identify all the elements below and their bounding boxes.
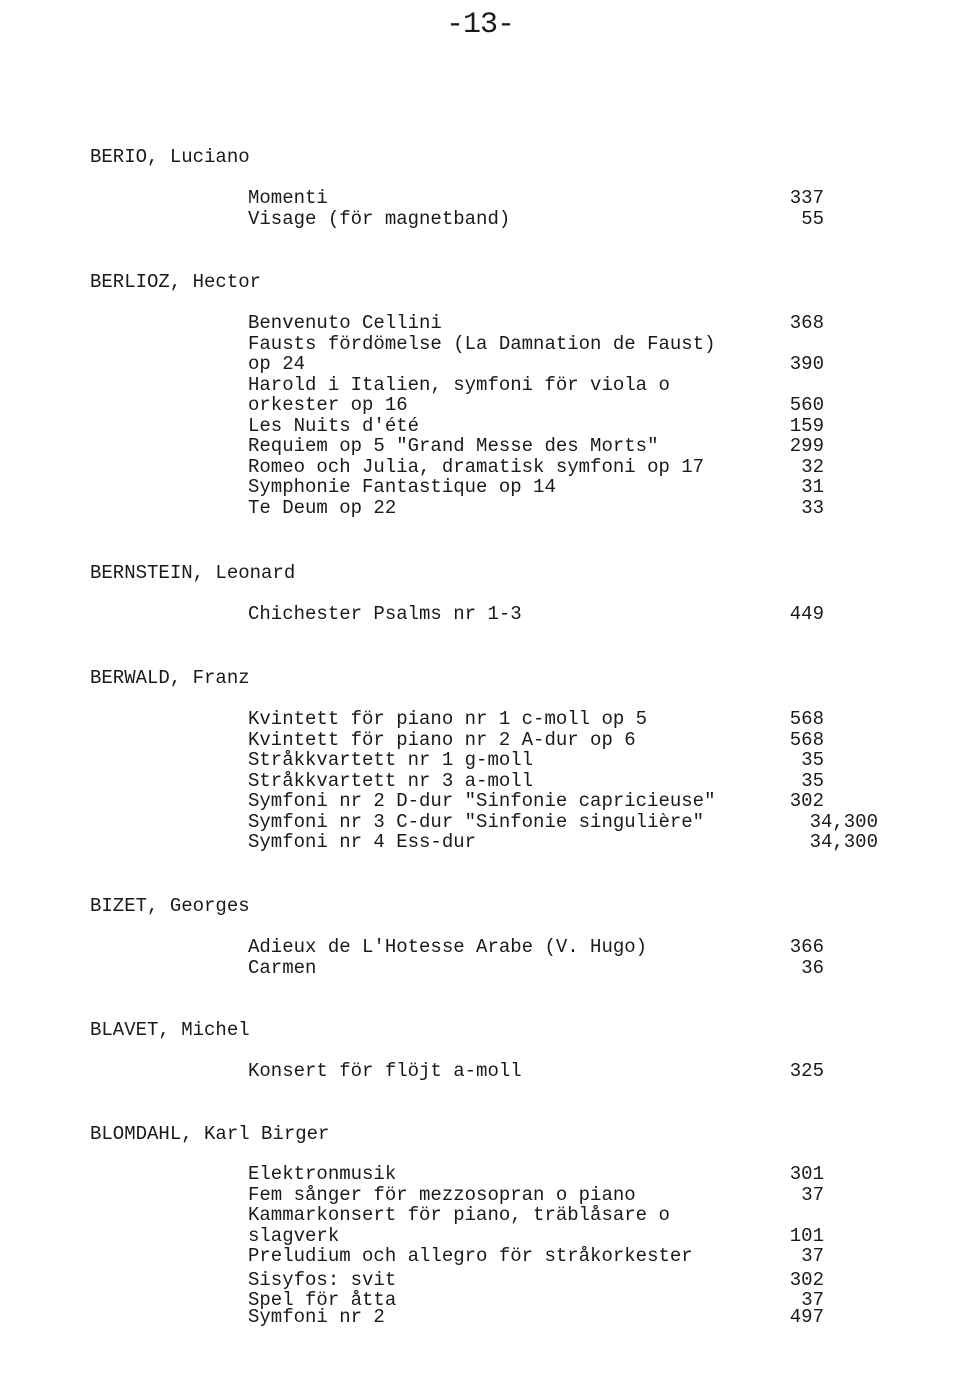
work-number: 33 <box>801 496 824 519</box>
work-list <box>248 188 888 229</box>
work-entry <box>248 937 888 958</box>
work-title: Fem sånger för mezzosopran o piano <box>248 1183 636 1206</box>
work-list <box>248 1164 888 1327</box>
composer-heading: BERNSTEIN, Leonard <box>90 562 296 584</box>
work-title: slagverk <box>248 1224 340 1247</box>
work-entry <box>248 1185 888 1206</box>
composer-heading: BERLIOZ, Hector <box>90 271 262 293</box>
work-title: Stråkkvartett nr 1 g-moll <box>248 749 534 771</box>
work-number: 32 <box>801 455 824 478</box>
work-entry <box>248 313 888 334</box>
work-entry <box>248 604 888 625</box>
work-list <box>248 313 888 518</box>
work-list <box>248 1061 888 1082</box>
work-number: 35 <box>801 769 824 792</box>
work-number: 337 <box>789 187 824 209</box>
composer-heading: BERWALD, Franz <box>90 667 250 689</box>
work-number: 568 <box>789 708 824 730</box>
work-number: 34,300 <box>809 831 878 853</box>
work-list <box>248 937 888 978</box>
work-title: Romeo och Julia, dramatisk symfoni op 17 <box>248 455 705 478</box>
composer-heading: BLOMDAHL, Karl Birger <box>90 1123 330 1145</box>
work-entry <box>248 812 888 833</box>
work-title: Kvintett för piano nr 1 c-moll op 5 <box>248 708 648 730</box>
work-title: Benvenuto Cellini <box>248 312 442 334</box>
work-entry <box>248 771 888 792</box>
work-title: Symfoni nr 3 C-dur "Sinfonie singulière" <box>248 810 705 833</box>
work-number: 325 <box>789 1060 824 1082</box>
work-title: Te Deum op 22 <box>248 496 397 519</box>
work-title: Chichester Psalms nr 1-3 <box>248 603 522 625</box>
work-entry <box>248 436 888 457</box>
work-title: Kammarkonsert för piano, träblåsare o <box>248 1204 670 1226</box>
work-entry <box>248 1270 888 1291</box>
work-list <box>248 604 888 625</box>
work-entry <box>248 457 888 478</box>
work-number: 449 <box>789 603 824 625</box>
work-entry <box>248 375 888 396</box>
work-list <box>248 709 888 853</box>
work-number: 36 <box>801 956 824 979</box>
work-number: 159 <box>789 414 824 437</box>
work-number: 55 <box>801 207 824 230</box>
work-entry <box>248 1205 888 1226</box>
work-entry <box>248 832 888 853</box>
work-number: 302 <box>789 790 824 812</box>
work-entry <box>248 416 888 437</box>
work-entry <box>248 477 888 498</box>
work-number: 31 <box>801 476 824 498</box>
work-number: 568 <box>789 728 824 751</box>
work-entry <box>248 1061 888 1082</box>
work-title: Les Nuits d'été <box>248 414 420 437</box>
work-title: Symfoni nr 2 D-dur "Sinfonie capricieuse" <box>248 790 716 812</box>
work-title: Symfoni nr 2 <box>248 1305 385 1328</box>
composer-heading: BERIO, Luciano <box>90 146 250 168</box>
work-number: 301 <box>789 1163 824 1185</box>
work-number: 34,300 <box>809 810 878 833</box>
work-title: Preludium och allegro för stråkorkester <box>248 1245 693 1267</box>
work-title: Kvintett för piano nr 2 A-dur op 6 <box>248 728 636 751</box>
work-entry <box>248 1226 888 1247</box>
work-entry <box>248 1307 888 1328</box>
page-number: -13- <box>445 8 514 42</box>
work-title: Spel för åtta <box>248 1289 397 1311</box>
work-entry <box>248 1246 888 1267</box>
composer-heading: BLAVET, Michel <box>90 1019 250 1041</box>
work-entry <box>248 209 888 230</box>
work-title: Adieux de L'Hotesse Arabe (V. Hugo) <box>248 936 648 958</box>
work-number: 497 <box>789 1305 824 1328</box>
work-entry <box>248 354 888 375</box>
work-entry <box>248 334 888 355</box>
work-number: 302 <box>789 1268 824 1291</box>
work-entry <box>248 188 888 209</box>
work-title: Symfoni nr 4 Ess-dur <box>248 831 477 853</box>
work-entry <box>248 1164 888 1185</box>
composer-heading: BIZET, Georges <box>90 895 250 917</box>
work-title: Symphonie Fantastique op 14 <box>248 476 556 498</box>
work-number: 368 <box>789 312 824 334</box>
work-number: 37 <box>801 1183 824 1206</box>
work-entry <box>248 750 888 771</box>
work-number: 366 <box>789 936 824 958</box>
work-number: 560 <box>789 394 824 416</box>
work-entry <box>248 395 888 416</box>
work-title: Carmen <box>248 956 317 979</box>
work-title: orkester op 16 <box>248 394 408 416</box>
work-entry <box>248 958 888 979</box>
work-number: 299 <box>789 435 824 457</box>
work-title: Fausts fördömelse (La Damnation de Faust) <box>248 332 716 355</box>
work-entry <box>248 791 888 812</box>
work-title: Visage (för magnetband) <box>248 207 511 230</box>
work-number: 37 <box>801 1289 824 1311</box>
work-number: 35 <box>801 749 824 771</box>
work-number: 37 <box>801 1245 824 1267</box>
work-entry <box>248 498 888 519</box>
work-title: Sisyfos: svit <box>248 1268 397 1291</box>
work-number: 101 <box>789 1224 824 1247</box>
work-title: Stråkkvartett nr 3 a-moll <box>248 769 534 792</box>
work-title: op 24 <box>248 353 306 375</box>
work-title: Momenti <box>248 187 328 209</box>
work-title: Elektronmusik <box>248 1163 397 1185</box>
work-title: Konsert för flöjt a-moll <box>248 1060 522 1082</box>
work-entry <box>248 709 888 730</box>
work-title: Requiem op 5 "Grand Messe des Morts" <box>248 435 659 457</box>
work-title: Harold i Italien, symfoni för viola o <box>248 373 670 396</box>
work-number: 390 <box>789 353 824 375</box>
work-entry <box>248 730 888 751</box>
